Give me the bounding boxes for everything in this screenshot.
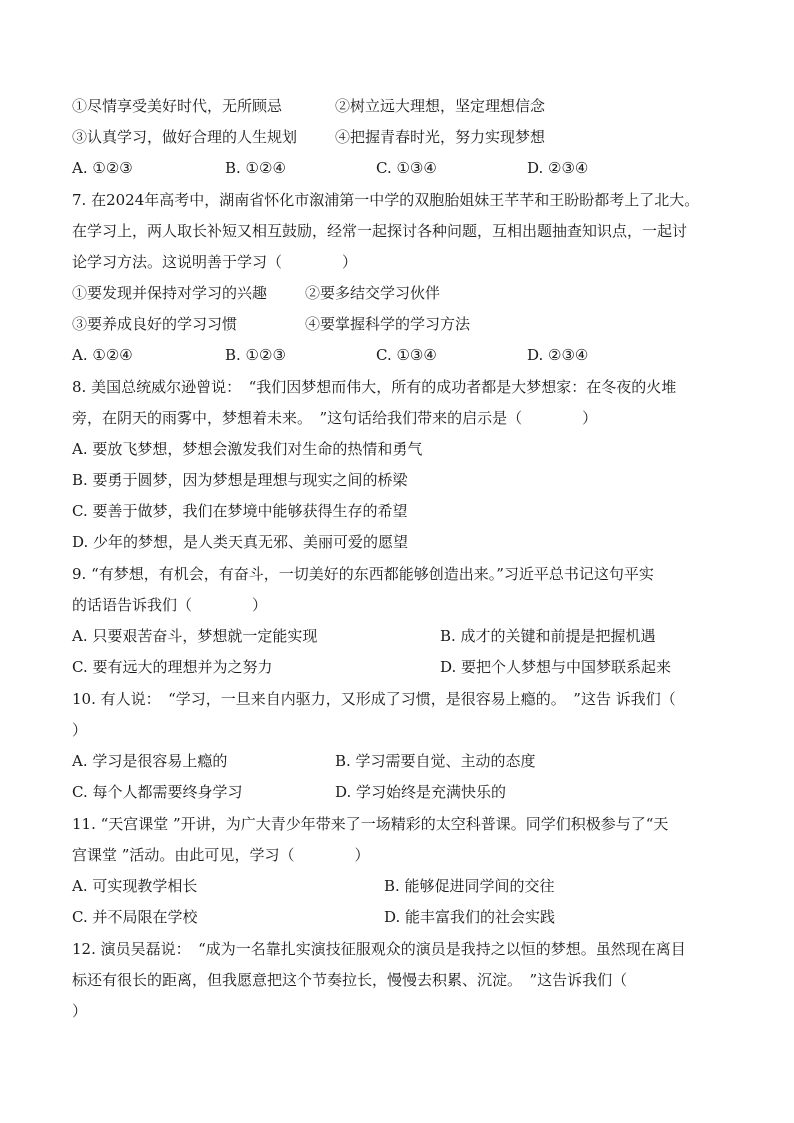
q12-stem-line-1: 12. 演员吴磊说： “成为一名靠扎实演技征服观众的演员是我持之以恒的梦想。虽然现在离目 xyxy=(72,940,686,958)
q10-stem-line-2: ） xyxy=(72,721,88,739)
q6-option-3: ③认真学习，做好合理的人生规划 xyxy=(72,128,298,146)
q7-choice-a: A. ①②④ xyxy=(72,346,133,364)
q9-choice-a: A. 只要艰苦奋斗，梦想就一定能实现 xyxy=(72,627,318,645)
q9-choice-c: C. 要有远大的理想并为之努力 xyxy=(72,658,273,676)
q10-choice-c: C. 每个人都需要终身学习 xyxy=(72,783,243,801)
q11-choice-d: D. 能丰富我们的社会实践 xyxy=(384,908,556,926)
q11-choice-c: C. 并不局限在学校 xyxy=(72,908,198,926)
q8-stem-line-2: 旁，在阴天的雨雾中，梦想着未来。 ”这句话给我们带来的启示是（ ） xyxy=(72,409,598,427)
q9-choice-b: B. 成才的关键和前提是把握机遇 xyxy=(440,627,656,645)
q6-option-4: ④把握青春时光，努力实现梦想 xyxy=(335,128,546,146)
q7-stem-line-1: 7. 在2024年高考中，湖南省怀化市溆浦第一中学的双胞胎姐妹王芊芊和王盼盼都考上了北大。 xyxy=(72,191,700,209)
q7-stem-line-3: 论学习方法。这说明善于学习（ ） xyxy=(72,253,358,271)
q11-choice-a: A. 可实现教学相长 xyxy=(72,877,198,895)
q9-stem-line-1: 9. “有梦想，有机会，有奋斗，一切美好的东西都能够创造出来。”习近平总书记这句平实 xyxy=(72,565,654,583)
q11-choice-b: B. 能够促进同学间的交往 xyxy=(384,877,555,895)
q6-option-1: ①尽情享受美好时代，无所顾忌 xyxy=(72,97,283,115)
q12-stem-line-2: 标还有很长的距离，但我愿意把这个节奏拉长，慢慢去积累、沉淀。 ”这告诉我们（ xyxy=(72,971,628,989)
q10-choice-a: A. 学习是很容易上瘾的 xyxy=(72,752,228,770)
q10-choice-b: B. 学习需要自觉、主动的态度 xyxy=(335,752,536,770)
q6-option-2: ②树立远大理想，坚定理想信念 xyxy=(335,97,546,115)
q8-choice-a: A. 要放飞梦想，梦想会激发我们对生命的热情和勇气 xyxy=(72,440,423,458)
q10-choice-d: D. 学习始终是充满快乐的 xyxy=(335,783,507,801)
q7-choice-c: C. ①③④ xyxy=(376,346,437,364)
q8-stem-line-1: 8. 美国总统威尔逊曾说： “我们因梦想而伟大，所有的成功者都是大梦想家：在冬夜的火堆 xyxy=(72,378,677,396)
q7-option-2: ②要多结交学习伙伴 xyxy=(305,284,441,302)
q7-option-1: ①要发现并保持对学习的兴趣 xyxy=(72,284,268,302)
q11-stem-line-1: 11. “天宫课堂 ”开讲，为广大青少年带来了一场精彩的太空科普课。同学们积极参与了“天 xyxy=(72,815,669,833)
q8-choice-b: B. 要勇于圆梦，因为梦想是理想与现实之间的桥梁 xyxy=(72,471,408,489)
q7-choice-b: B. ①②③ xyxy=(225,346,286,364)
q12-stem-line-3: ） xyxy=(72,1002,88,1020)
q9-stem-line-2: 的话语告诉我们（ ） xyxy=(72,596,268,614)
q7-stem-line-2: 在学习上，两人取长补短又相互鼓励，经常一起探讨各种问题，互相出题抽查知识点，一起讨 xyxy=(72,222,688,240)
q10-stem-line-1: 10. 有人说： “学习，一旦来自内驱力，又形成了习惯，是很容易上瘾的。 ”这告 诉我们（ xyxy=(72,690,676,708)
q7-option-4: ④要掌握科学的学习方法 xyxy=(305,315,471,333)
q6-choice-d: D. ②③④ xyxy=(527,159,589,177)
q6-choice-b: B. ①②④ xyxy=(225,159,286,177)
q9-choice-d: D. 要把个人梦想与中国梦联系起来 xyxy=(440,658,672,676)
q6-choice-c: C. ①③④ xyxy=(376,159,437,177)
q7-choice-d: D. ②③④ xyxy=(527,346,589,364)
q11-stem-line-2: 宫课堂 ”活动。由此可见，学习（ ） xyxy=(72,846,370,864)
q7-option-3: ③要养成良好的学习习惯 xyxy=(72,315,238,333)
q6-choice-a: A. ①②③ xyxy=(72,159,133,177)
q8-choice-d: D. 少年的梦想，是人类天真无邪、美丽可爱的愿望 xyxy=(72,533,409,551)
q8-choice-c: C. 要善于做梦，我们在梦境中能够获得生存的希望 xyxy=(72,502,408,520)
